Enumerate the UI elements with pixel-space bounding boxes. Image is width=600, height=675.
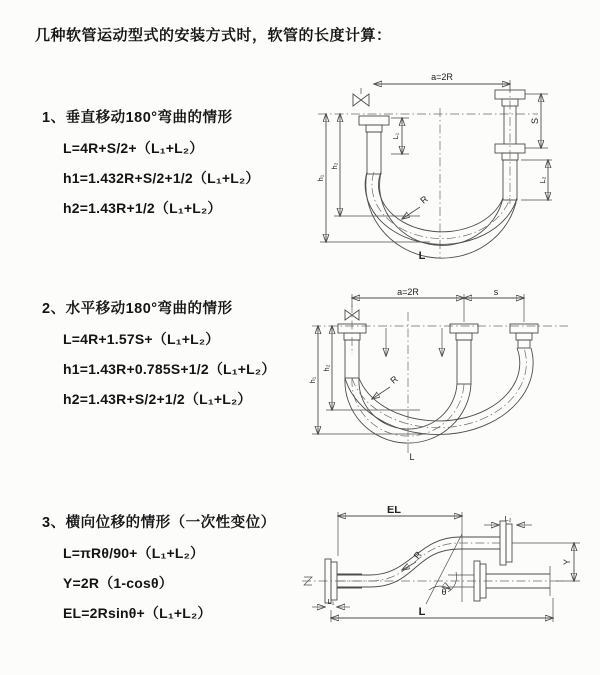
page-title: 几种软管运动型式的安装方式时，软管的长度计算： (35, 27, 392, 44)
radius-callout (372, 373, 400, 399)
hose-fitting-middle (450, 324, 478, 384)
dimension-h2 (322, 326, 420, 410)
formula-line: EL=2Rsinθ+（L₁+L₂） (63, 605, 212, 621)
section-vertical-movement (42, 106, 342, 230)
diagram-horizontal-180-bend (306, 284, 574, 464)
dim-y-label: Y (562, 558, 572, 566)
formula-line: h2=1.43R+1/2（L₁+L₂） (63, 200, 222, 216)
dim-l1-label: L₁ (391, 132, 400, 140)
dimension-l2 (521, 160, 552, 200)
dim-l2-label: L₂ (504, 514, 512, 523)
formula-line: L=4R+1.57S+（L₁+L₂） (63, 331, 220, 347)
radius-callout (402, 193, 430, 219)
dimension-length (331, 598, 553, 622)
dimension-a2r (374, 72, 510, 92)
dim-l2-label: L₂ (538, 176, 547, 184)
formula-line: L=4R+S/2+（L₁+L₂） (63, 140, 204, 156)
hose-fitting-right (495, 84, 525, 204)
dim-length-label: L (409, 452, 415, 462)
valve-icon (353, 88, 369, 106)
dim-a2r-label: a=2R (431, 72, 453, 82)
dim-length-label: L (418, 606, 426, 618)
dim-h1-label: h₁ (308, 376, 317, 384)
dim-theta-label: θ (441, 587, 447, 597)
section-2-heading: 2、水平移动180°弯曲的情形 (42, 301, 233, 317)
flange-upper-right (500, 521, 512, 565)
section-3-heading: 3、横向位移的情形（一次性变位） (42, 515, 276, 531)
dim-length-label: L (418, 250, 426, 262)
radius-callout (402, 549, 424, 570)
formula-line: Y=2R（1-cosθ） (63, 575, 173, 591)
dim-r-label: R (411, 549, 424, 561)
dim-h2-label: h₂ (330, 162, 339, 170)
section-horizontal-movement (42, 297, 342, 421)
formula-line: h2=1.43R+S/2+1/2（L₁+L₂） (63, 391, 252, 407)
hose-fitting-left (359, 116, 389, 174)
hose-u-bend (345, 312, 533, 456)
dimension-l1 (391, 118, 409, 154)
dimension-l2 (484, 514, 532, 525)
section-lateral-displacement (42, 511, 342, 635)
dim-s-label: S (530, 117, 540, 125)
hose-fitting-right (510, 324, 538, 348)
dim-h2-label: h₂ (322, 364, 331, 372)
dimension-s (525, 94, 548, 148)
formula-line: h1=1.43R+0.785S+1/2（L₁+L₂） (63, 361, 276, 377)
dim-l1-label: L₁ (327, 597, 335, 606)
dim-el-label: EL (386, 506, 402, 516)
dim-a2r-label: a=2R (397, 287, 419, 297)
dim-travel-label: s (493, 287, 499, 297)
dimension-h1 (316, 114, 430, 242)
hose-s-curve (337, 537, 500, 587)
dimension-s (464, 287, 524, 322)
dim-r-label: R (388, 373, 400, 386)
dimension-l1 (312, 597, 350, 607)
diagram-vertical-180-bend (312, 66, 560, 264)
section-1-heading: 1、垂直移动180°弯曲的情形 (42, 110, 233, 126)
hose-u-bend (365, 172, 517, 258)
dimension-y (512, 543, 580, 581)
dim-h1-label: h₁ (316, 174, 325, 182)
formula-line: h1=1.432R+S/2+1/2（L₁+L₂） (63, 170, 260, 186)
diagram-lateral-displacement (298, 506, 590, 636)
formula-line: L=πRθ/90+（L₁+L₂） (63, 545, 205, 561)
movement-arrows (386, 328, 442, 356)
dim-r-label: R (418, 193, 430, 206)
